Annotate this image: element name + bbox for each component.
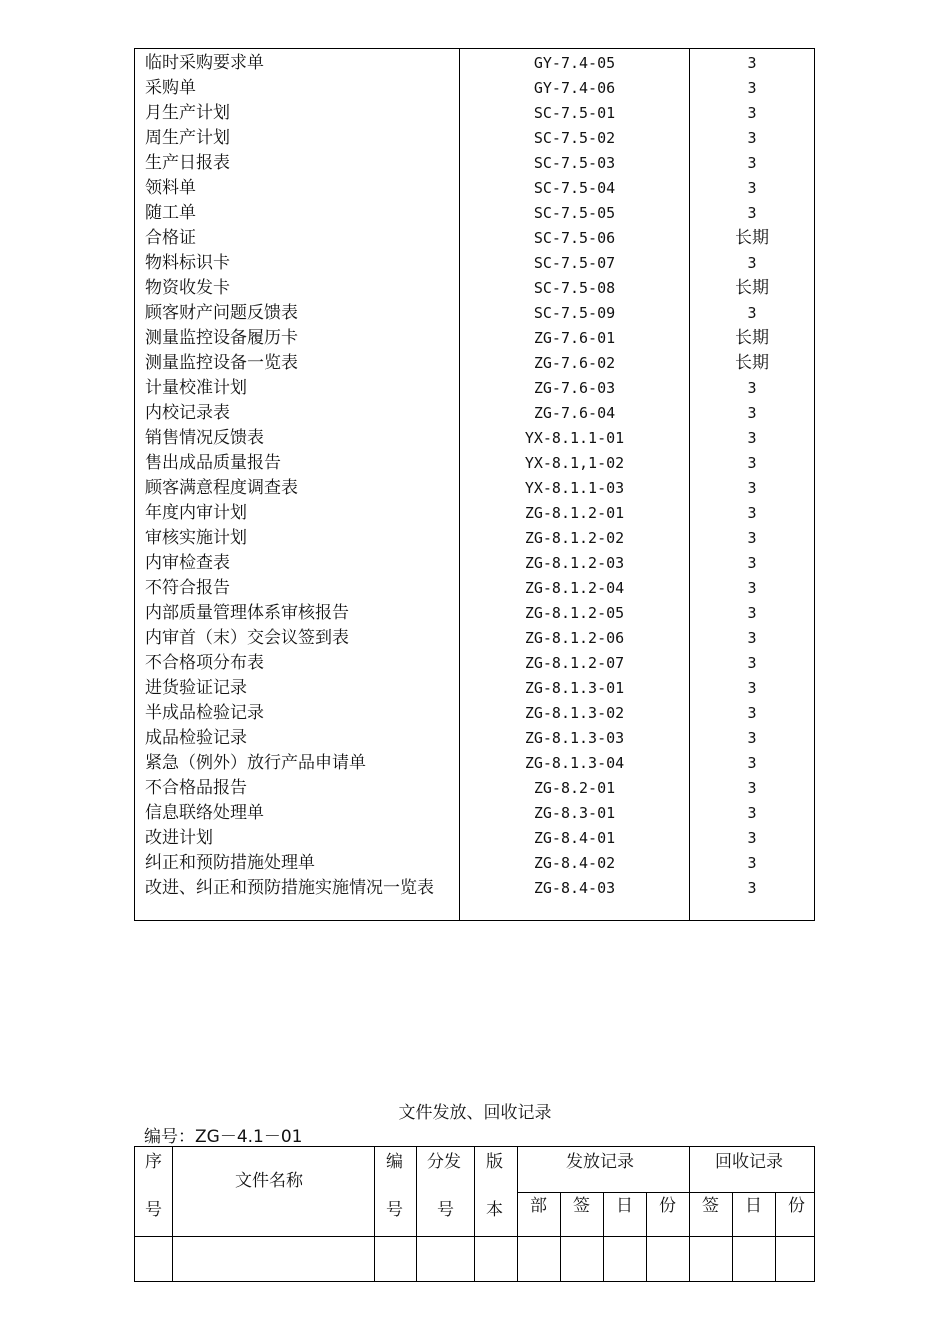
record-code: ZG-7.6-01 xyxy=(533,329,616,347)
record-name: 纠正和预防措施处理单 xyxy=(145,853,315,873)
record-name: 年度内审计划 xyxy=(145,503,247,523)
header-recall-group: 回收记录 xyxy=(715,1152,783,1172)
row-divider xyxy=(517,1192,814,1193)
table-row xyxy=(135,76,814,101)
record-retention: 长期 xyxy=(735,228,769,248)
table-row xyxy=(135,426,814,451)
record-name: 销售情况反馈表 xyxy=(145,428,264,448)
table-row xyxy=(135,801,814,826)
table-row xyxy=(135,126,814,151)
record-code: SC-7.5-09 xyxy=(533,304,616,322)
record-name: 临时采购要求单 xyxy=(145,53,264,73)
record-code: ZG-8.1.3-02 xyxy=(524,704,625,722)
header-version-top: 版 xyxy=(486,1152,503,1172)
record-retention: 3 xyxy=(747,629,757,647)
record-name: 不合格项分布表 xyxy=(145,653,264,673)
record-name: 进货验证记录 xyxy=(145,678,247,698)
record-name: 采购单 xyxy=(145,78,196,98)
table-row xyxy=(135,326,814,351)
record-name: 合格证 xyxy=(145,228,196,248)
record-retention: 3 xyxy=(747,304,757,322)
table-row xyxy=(135,751,814,776)
record-name: 审核实施计划 xyxy=(145,528,247,548)
record-retention: 3 xyxy=(747,429,757,447)
record-retention: 3 xyxy=(747,129,757,147)
header-issue-group: 发放记录 xyxy=(566,1152,634,1172)
record-code: ZG-7.6-03 xyxy=(533,379,616,397)
record-code: ZG-8.1.2-07 xyxy=(524,654,625,672)
table-row xyxy=(135,876,814,901)
column-divider xyxy=(416,1147,417,1281)
record-retention: 3 xyxy=(747,554,757,572)
table-row xyxy=(135,301,814,326)
record-retention: 3 xyxy=(747,604,757,622)
record-retention: 3 xyxy=(747,854,757,872)
record-name: 周生产计划 xyxy=(145,128,230,148)
record-retention: 长期 xyxy=(735,328,769,348)
record-code: YX-8.1.1-01 xyxy=(524,429,625,447)
header-copy-top: 分发 xyxy=(427,1152,461,1172)
record-name: 紧急（例外）放行产品申请单 xyxy=(145,753,366,773)
table-row xyxy=(135,401,814,426)
record-retention: 3 xyxy=(747,204,757,222)
table-row xyxy=(135,601,814,626)
table-row xyxy=(135,376,814,401)
record-retention: 3 xyxy=(747,704,757,722)
table-row xyxy=(135,676,814,701)
record-code: ZG-8.1.2-03 xyxy=(524,554,625,572)
table-row xyxy=(135,476,814,501)
record-code: ZG-8.1.2-06 xyxy=(524,629,625,647)
record-name: 计量校准计划 xyxy=(145,378,247,398)
table-row xyxy=(135,351,814,376)
record-name: 信息联络处理单 xyxy=(145,803,264,823)
record-code: ZG-8.4-02 xyxy=(533,854,616,872)
column-divider xyxy=(517,1147,518,1281)
record-code: SC-7.5-05 xyxy=(533,204,616,222)
record-code: SC-7.5-04 xyxy=(533,179,616,197)
record-name: 顾客财产问题反馈表 xyxy=(145,303,298,323)
table-row xyxy=(135,651,814,676)
record-code: ZG-8.1.3-03 xyxy=(524,729,625,747)
table-row xyxy=(135,151,814,176)
record-code: SC-7.5-02 xyxy=(533,129,616,147)
record-code: ZG-7.6-04 xyxy=(533,404,616,422)
record-retention: 长期 xyxy=(735,278,769,298)
row-divider xyxy=(135,1236,814,1237)
record-retention: 3 xyxy=(747,404,757,422)
record-name: 物料标识卡 xyxy=(145,253,230,273)
record-code: SC-7.5-06 xyxy=(533,229,616,247)
table-row xyxy=(135,776,814,801)
record-name: 内审检查表 xyxy=(145,553,230,573)
header-recall-sign: 签 xyxy=(702,1196,719,1216)
column-divider xyxy=(172,1147,173,1281)
record-name: 顾客满意程度调查表 xyxy=(145,478,298,498)
document-number-value: ZG－4.1－01 xyxy=(195,1127,303,1147)
record-code: YX-8.1,1-02 xyxy=(524,454,625,472)
table-row xyxy=(135,851,814,876)
record-retention: 3 xyxy=(747,454,757,472)
header-version-bottom: 本 xyxy=(486,1200,503,1220)
record-name: 售出成品质量报告 xyxy=(145,453,281,473)
header-code-top: 编 xyxy=(386,1152,403,1172)
document-number-label: 编号： xyxy=(144,1127,195,1147)
record-name: 成品检验记录 xyxy=(145,728,247,748)
record-retention: 3 xyxy=(747,754,757,772)
record-name: 内部质量管理体系审核报告 xyxy=(145,603,349,623)
table-row xyxy=(135,826,814,851)
record-retention: 3 xyxy=(747,254,757,272)
record-code: GY-7.4-05 xyxy=(533,54,616,72)
distribution-table xyxy=(134,1146,815,1282)
table-row xyxy=(135,251,814,276)
record-code: ZG-8.1.2-04 xyxy=(524,579,625,597)
distribution-title: 文件发放、回收记录 xyxy=(398,1103,552,1123)
record-name: 改进计划 xyxy=(145,828,213,848)
record-retention: 3 xyxy=(747,579,757,597)
table-row xyxy=(135,101,814,126)
document-number xyxy=(144,1122,303,1147)
record-retention: 3 xyxy=(747,829,757,847)
record-retention: 长期 xyxy=(735,353,769,373)
record-retention: 3 xyxy=(747,779,757,797)
table-row xyxy=(135,551,814,576)
record-name: 领料单 xyxy=(145,178,196,198)
table-row xyxy=(135,451,814,476)
record-name: 生产日报表 xyxy=(145,153,230,173)
header-seq-top: 序 xyxy=(145,1152,162,1172)
record-code: SC-7.5-01 xyxy=(533,104,616,122)
record-code: SC-7.5-08 xyxy=(533,279,616,297)
column-divider xyxy=(689,1147,690,1281)
table-row xyxy=(135,626,814,651)
header-recall-date: 日 xyxy=(745,1196,762,1216)
record-name: 不符合报告 xyxy=(145,578,230,598)
header-copy-bottom: 号 xyxy=(437,1200,454,1220)
record-code: ZG-8.1.2-05 xyxy=(524,604,625,622)
record-retention: 3 xyxy=(747,879,757,897)
record-name: 改进、纠正和预防措施实施情况一览表 xyxy=(145,878,434,898)
record-retention: 3 xyxy=(747,504,757,522)
record-code: SC-7.5-07 xyxy=(533,254,616,272)
record-retention: 3 xyxy=(747,379,757,397)
record-code: ZG-8.1.3-04 xyxy=(524,754,625,772)
record-retention: 3 xyxy=(747,154,757,172)
record-retention: 3 xyxy=(747,679,757,697)
table-row xyxy=(135,726,814,751)
table-row xyxy=(135,176,814,201)
record-code: ZG-8.3-01 xyxy=(533,804,616,822)
table-row xyxy=(135,276,814,301)
record-retention: 3 xyxy=(747,529,757,547)
header-recall-qty: 份 xyxy=(788,1196,805,1216)
table-row xyxy=(135,526,814,551)
record-retention: 3 xyxy=(747,104,757,122)
table-row xyxy=(135,501,814,526)
record-retention: 3 xyxy=(747,54,757,72)
record-code: ZG-7.6-02 xyxy=(533,354,616,372)
table-row xyxy=(135,701,814,726)
record-code: ZG-8.4-01 xyxy=(533,829,616,847)
record-retention: 3 xyxy=(747,804,757,822)
record-name: 测量监控设备一览表 xyxy=(145,353,298,373)
record-retention: 3 xyxy=(747,79,757,97)
table-row xyxy=(135,51,814,76)
column-divider xyxy=(374,1147,375,1281)
record-name: 随工单 xyxy=(145,203,196,223)
column-divider xyxy=(474,1147,475,1281)
record-retention: 3 xyxy=(747,654,757,672)
record-name: 半成品检验记录 xyxy=(145,703,264,723)
table-row xyxy=(135,226,814,251)
record-code: ZG-8.4-03 xyxy=(533,879,616,897)
record-name: 物资收发卡 xyxy=(145,278,230,298)
record-name: 内审首（末）交会议签到表 xyxy=(145,628,349,648)
header-issue-qty: 份 xyxy=(659,1196,676,1216)
header-code-bottom: 号 xyxy=(386,1200,403,1220)
record-name: 内校记录表 xyxy=(145,403,230,423)
record-name: 测量监控设备履历卡 xyxy=(145,328,298,348)
table-row xyxy=(135,576,814,601)
record-code: GY-7.4-06 xyxy=(533,79,616,97)
header-file-name: 文件名称 xyxy=(235,1171,303,1191)
record-retention: 3 xyxy=(747,729,757,747)
header-seq-bottom: 号 xyxy=(145,1200,162,1220)
record-code: ZG-8.1.2-01 xyxy=(524,504,625,522)
record-name: 不合格品报告 xyxy=(145,778,247,798)
record-code: YX-8.1.1-03 xyxy=(524,479,625,497)
header-issue-dept: 部 xyxy=(530,1196,547,1216)
header-issue-sign: 签 xyxy=(573,1196,590,1216)
record-name: 月生产计划 xyxy=(145,103,230,123)
record-code: SC-7.5-03 xyxy=(533,154,616,172)
record-code: ZG-8.1.3-01 xyxy=(524,679,625,697)
record-retention: 3 xyxy=(747,479,757,497)
record-retention: 3 xyxy=(747,179,757,197)
record-code: ZG-8.1.2-02 xyxy=(524,529,625,547)
record-code: ZG-8.2-01 xyxy=(533,779,616,797)
header-issue-date: 日 xyxy=(616,1196,633,1216)
records-table xyxy=(134,48,815,921)
table-row xyxy=(135,201,814,226)
